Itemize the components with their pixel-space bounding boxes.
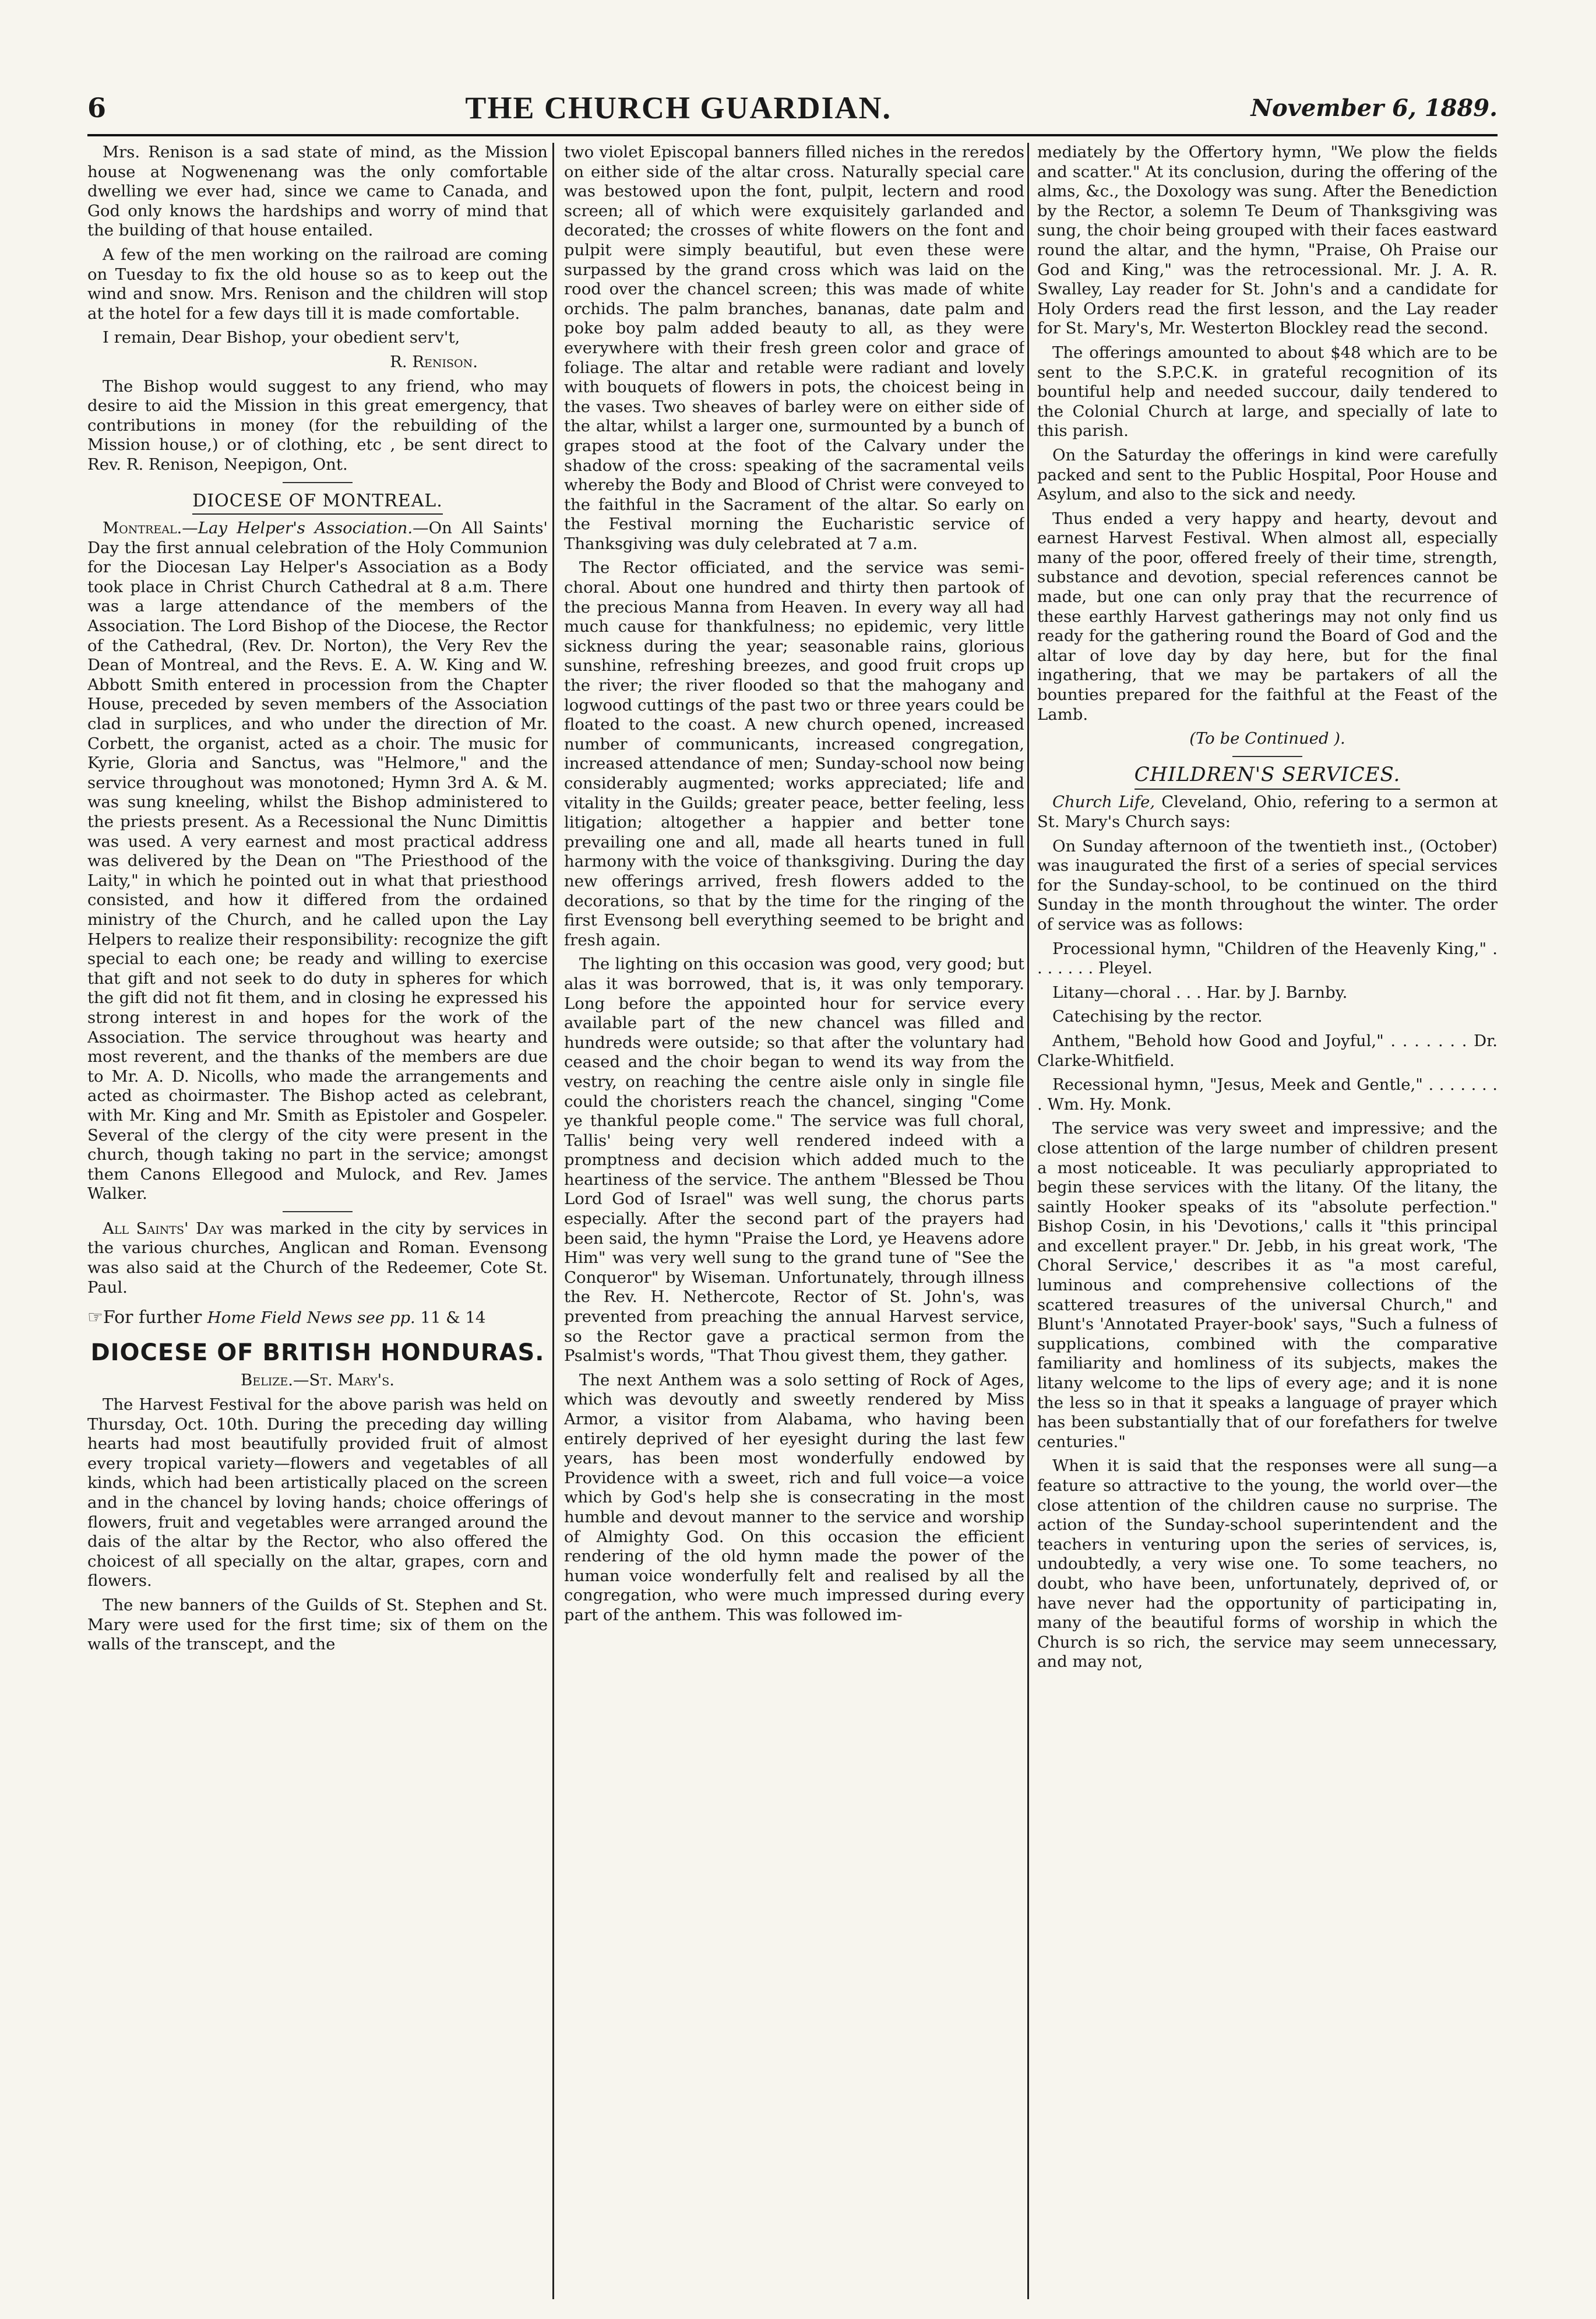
article-paragraph: The next Anthem was a solo setting of Rock of Ages, which was devoutly and sweetly rendered by Miss Armor, a visitor from Alabama, who having been entirely deprived of her eyesight during the last few years, has been most wonderfully endowed by Providence with a sweet, rich and full voice—a voice which by God's help she is consecrating in the most humble and devout manner to the service and worship of Almighty God. On this occasion the efficient rendering of the old hymn made the power of the human voice wonderfully felt and realised by all the congregation, who were much impressed during every part of the anthem. This was followed im- xyxy=(564,1370,1024,1624)
article-paragraph: Mrs. Renison is a sad state of mind, as the Mission house at Nogwenenang was the only comfortable dwelling we ever had, since we came to Canada, and God only knows the hardships and worry of mind that the building of that house entailed. xyxy=(87,143,548,240)
article-paragraph: The service was very sweet and impressive; and the close attention of the large number of children present a most noticeable. It was peculiarly appropriated to begin these services with the litany. Of the litany, the saintly Hooker speaks of its "absolute perfection." Bishop Cosin, in his 'Devotions,' calls it "this principal and excellent prayer." Dr. Jebb, in his great work, 'The Choral Service,' describes it as "a most careful, luminous and comprehensive collections of the scattered treasures of the universal Church," and Blunt's 'Annotated Prayer-book' says, "Such a fulness of supplications, combined with the comparative familiarity and homliness of its subjects, makes the litany welcome to the lips of every age; and it is none the less so in that it speaks a language of prayer which has been substantially that of our forefathers for twelve centuries." xyxy=(1037,1119,1498,1451)
section-heading xyxy=(1037,762,1498,786)
subheading: Belize.—St. Mary's. xyxy=(241,1371,394,1390)
article-paragraph: When it is said that the responses were all sung—a feature so attractive to the young, the world over—the close attention of the children cause no surprise. The action of the Sunday-school superintendent and the teachers in venturing upon the series of services, is, undoubtedly, a very wise one. To some teachers, no doubt, who have been, unfortunately, deprived of, or have never had the opportunity of participating in, many of the beautiful forms of worship in which the Church is so rich, the service may seem unnecessary, and may not, xyxy=(1037,1456,1498,1671)
order-of-service-item: Catechising by the rector. xyxy=(1052,1007,1263,1026)
order-of-service-item: Recessional hymn, "Jesus, Meek and Gentle," . . . . . . . . Wm. Hy. Monk. xyxy=(1037,1075,1498,1114)
article-paragraph: On the Saturday the offerings in kind were carefully packed and sent to the Public Hospital, Poor House and Asylum, and also to the sick and needy. xyxy=(1037,445,1498,504)
article-paragraph xyxy=(1037,793,1498,832)
order-of-service-item: Litany—choral . . . Har. by J. Barnby. xyxy=(1052,983,1348,1002)
paragraph-text: was marked in the city by services in the various churches, Anglican and Roman. Evensong was also said at the Church of the Redeemer, Cote St. Paul. xyxy=(87,1219,548,1297)
column-2 xyxy=(564,143,1024,2299)
article-paragraph: The Rector officiated, and the service was semi-choral. About one hundred and thirty then partook of the precious Manna from Heaven. In every way all had much cause for thankfulness; no epidemic, very little sickness during the year; seasonable rains, glorious sunshine, refreshing breezes, and good fruit crops up the river; the river flooded so that the mahogany and logwood cuttings of the past two or three years could be floated to the coast. A new church opened, increased number of communicants, increased congregation, increased attendance of men; Sunday-school now being considerably augmented; works appreciated; life and vitality in the Guilds; greater peace, better feeling, less litigation; altogether a happier and better tone prevailing one and all, made all hearts tuned in full harmony with the voice of thanksgiving. During the day new offerings arrived, fresh flowers added to the decorations, so that by the time for the ringing of the first Evensong bell everything seemed to be bright and fresh again. xyxy=(564,558,1024,949)
article-paragraph: mediately by the Offertory hymn, "We plow the fields and scatter." At its conclusion, during the offering of the alms, &c., the Doxology was sung. After the Benediction by the Rector, a solemn Te Deum of Thanksgiving was sung, the choir being grouped with their faces eastward round the altar, and the hymn, "Praise, Oh Praise our God and King," was the retrocessional. Mr. J. A. R. Swalley, Lay reader for St. John's and a candidate for Holy Orders read the first lesson, and the Lay reader for St. Mary's, Mr. Westerton Blockley read the second. xyxy=(1037,143,1498,338)
article-paragraph: On Sunday afternoon of the twentieth inst., (October) was inaugurated the first of a series of special services for the Sunday-school, to be continued on the third Sunday in the month throughout the winter. The order of service was as follows: xyxy=(1037,836,1498,934)
continued-note xyxy=(1037,729,1498,749)
article-paragraph xyxy=(87,1219,548,1297)
pointing-hand-icon: ☞For further xyxy=(87,1307,207,1328)
article-paragraph: The Bishop would suggest to any friend, who may desire to aid the Mission in this great emergency, that contributions in money (for the rebuilding of the Mission house,) or of clothing, etc , be sent direct to Rev. R. Renison, Neepigon, Ont. xyxy=(87,376,548,474)
publication-name: Church Life, xyxy=(1052,793,1155,812)
article-paragraph: two violet Episcopal banners filled niches in the reredos on either side of the altar cross. Naturally special care was bestowed upon the font, pulpit, lectern and rood screen; all of which were exquisitely garlanded and decorated; the crosses of white flowers on the font and pulpit were simply beautiful, but even these were surpassed by the grand cross which was laid on the rood over the chancel screen; this was made of white orchids. The palm branches, bananas, date palm and poke boy palm added beauty to all, as they were everywhere with their fresh green color and grace of foliage. The altar and retable were radiant and lovely with bouquets of flowers in pots, the choicest being in the vases. Two sheaves of barley were on either side of the altar, whilst a larger one, surmounted by a bunch of grapes stood at the foot of the Calvary under the shadow of the cross: speaking of the sacramental veils whereby the Body and Blood of Christ were conveyed to the faithful in the Sacrament of the altar. So early on the Festival morning the Eucharistic service of Thanksgiving was duly celebrated at 7 a.m. xyxy=(564,143,1024,553)
letter-signature: R. Renison. xyxy=(390,352,478,371)
article-paragraph: The lighting on this occasion was good, very good; but alas it was borrowed, that is, it was only temporary. Long before the appointed hour for service every available part of the new chancel was filled and hundreds were outside; so that after the voluntary had ceased and the choir began to wend its way from the vestry, on reaching the centre aisle only in single file could the choristers reach the chancel, singing "Come ye thankful people come." The service was full choral, Tallis' being very well rendered indeed with a promptness and decision which added much to the heartiness of the service. The anthem "Blessed be Thou Lord God of Israel" was well sung, the chorus parts especially. After the second part of the prayers had been said, the hymn "Praise the Lord, ye Heavens adore Him" was very well sung to the grand tune of "See the Conqueror" by Wiseman. Unfortunately, through illness the Rev. H. Nethercote, Rector of St. John's, was prevented from preaching the annual Harvest service, so the Rector gave a practical sermon from the Psalmist's words, "That Thou givest them, they gather. xyxy=(564,955,1024,1366)
section-heading: DIOCESE OF BRITISH HONDURAS. xyxy=(90,1339,545,1366)
column-1 xyxy=(87,143,548,2299)
page-number: 6 xyxy=(87,92,107,124)
article-paragraph: A few of the men working on the railroad are coming on Tuesday to fix the old house so as to keep out the wind and snow. Mrs. Renison and the children will stop at the hotel for a few days till it is made comfortable. xyxy=(87,245,548,323)
column-3 xyxy=(1037,143,1498,2299)
page-header xyxy=(87,82,1498,136)
article-subtitle: Lay Helper's Association. xyxy=(198,519,413,538)
section-heading xyxy=(87,491,548,511)
paragraph-lead: All Saints' Day xyxy=(103,1219,224,1238)
cross-reference-pages: 11 & 14 xyxy=(415,1308,486,1328)
continued-text: (To be Continued ). xyxy=(1189,729,1345,748)
cross-reference xyxy=(87,1308,548,1328)
paragraph-text: —On All Saints' Day the first annual celebration of the Holy Communion for the Diocesan Lay Helper's Association as a Body took place in Christ Church Cathedral at 8 a.m. There was a large attendance of the members of the Association. The Lord Bishop of the Diocese, the Rector of the Cathedral, (Rev. Dr. Norton), the Very Rev the Dean of Montreal, and the Revs. E. A. W. King and W. Abbott Smith entered in procession from the Chapter House, preceded by seven members of the Association clad in surplices, and who under the direction of Mr. Corbett, the organist, acted as a choir. The music for Kyrie, Gloria and Sanctus, was "Helmore," and the service throughout was monotoned; Hymn 3rd A. & M. was sung kneeling, whilst the Bishop administered to the priests present. As a Recessional the Nunc Dimittis was used. A very earnest and most practical address was delivered by the Dean on "The Priesthood of the Laity," in which he pointed out in what that priesthood consisted, and how it differed from the ordained ministry of the Church, and he called upon the Lay Helpers to realize their responsibility: recognize the gift special to each one; be ready and willing to exercise that gift and not seek to do duty in spheres for which the gift did not fit them, and in closing he expressed his strong interest in and hopes for the work of the Association. The service throughout was hearty and most reverent, and the thanks of the members are due to Mr. A. D. Nicolls, who made the arrangements and acted as choirmaster. The Bishop acted as celebrant, with Mr. King and Mr. Smith as Epistoler and Gospeler. Several of the clergy of the city were present in the church, though taking no part in the service; amongst them Canons Ellegood and Mulock, and Rev. James Walker. xyxy=(87,519,548,1204)
column-divider xyxy=(552,143,554,2299)
section-divider xyxy=(1232,756,1302,757)
heading-text: DIOCESE OF MONTREAL. xyxy=(192,491,442,515)
dateline: Montreal.— xyxy=(103,519,198,538)
article-paragraph: Thus ended a very happy and hearty, devout and earnest Harvest Festival. When almost all, especially many of the poor, offered freely of their time, strength, substance and devotion, special references cannot be made, but one can only pray that the recurrence of these earthly Harvest gatherings may not only find us ready for the gathering round the Board of God and the altar of love day by day here, but for the final ingathering, that we may be partakers of all the bounties prepared for the faithful at the Feast of the Lamb. xyxy=(1037,509,1498,724)
issue-date: November 6, 1889. xyxy=(1250,94,1498,122)
article-paragraph: The new banners of the Guilds of St. Stephen and St. Mary were used for the first time; six of them on the walls of the transcept, and the xyxy=(87,1595,548,1654)
article-paragraph: The offerings amounted to about $48 which are to be sent to the S.P.C.K. in grateful recognition of its bountiful help and needed succour, daily tendered to the Colonial Church at large, and specially of late to this parish. xyxy=(1037,343,1498,441)
cross-reference-title: Home Field News see pp. xyxy=(207,1308,415,1328)
article-paragraph xyxy=(87,519,548,1204)
section-divider xyxy=(283,1211,353,1212)
article-paragraph: I remain, Dear Bishop, your obedient serv't, xyxy=(103,328,460,347)
section-divider xyxy=(283,482,353,483)
order-of-service-item: Processional hymn, "Children of the Heavenly King," . . . . . . . Pleyel. xyxy=(1037,939,1498,978)
heading-text: CHILDREN'S SERVICES. xyxy=(1135,763,1401,790)
order-of-service-item: Anthem, "Behold how Good and Joyful," . . . . . . . Dr. Clarke-Whitfield. xyxy=(1037,1031,1498,1070)
article-paragraph: The Harvest Festival for the above parish was held on Thursday, Oct. 10th. During the preceding day willing hearts had most beautifully provided fruit of almost every tropical variety—flowers and vegetables of all kinds, which had been artistically placed on the screen and in the chancel by loving hands; choice offerings of flowers, fruit and vegetables were arranged around the dais of the altar by the Rector, who also offered the choicest of all specially on the altar, grapes, corn and flowers. xyxy=(87,1395,548,1590)
newspaper-title: THE CHURCH GUARDIAN. xyxy=(465,90,892,125)
column-divider xyxy=(1027,143,1029,2299)
paragraph-text: Cleveland, Ohio, refering to a sermon at St. Mary's Church says: xyxy=(1037,793,1498,831)
